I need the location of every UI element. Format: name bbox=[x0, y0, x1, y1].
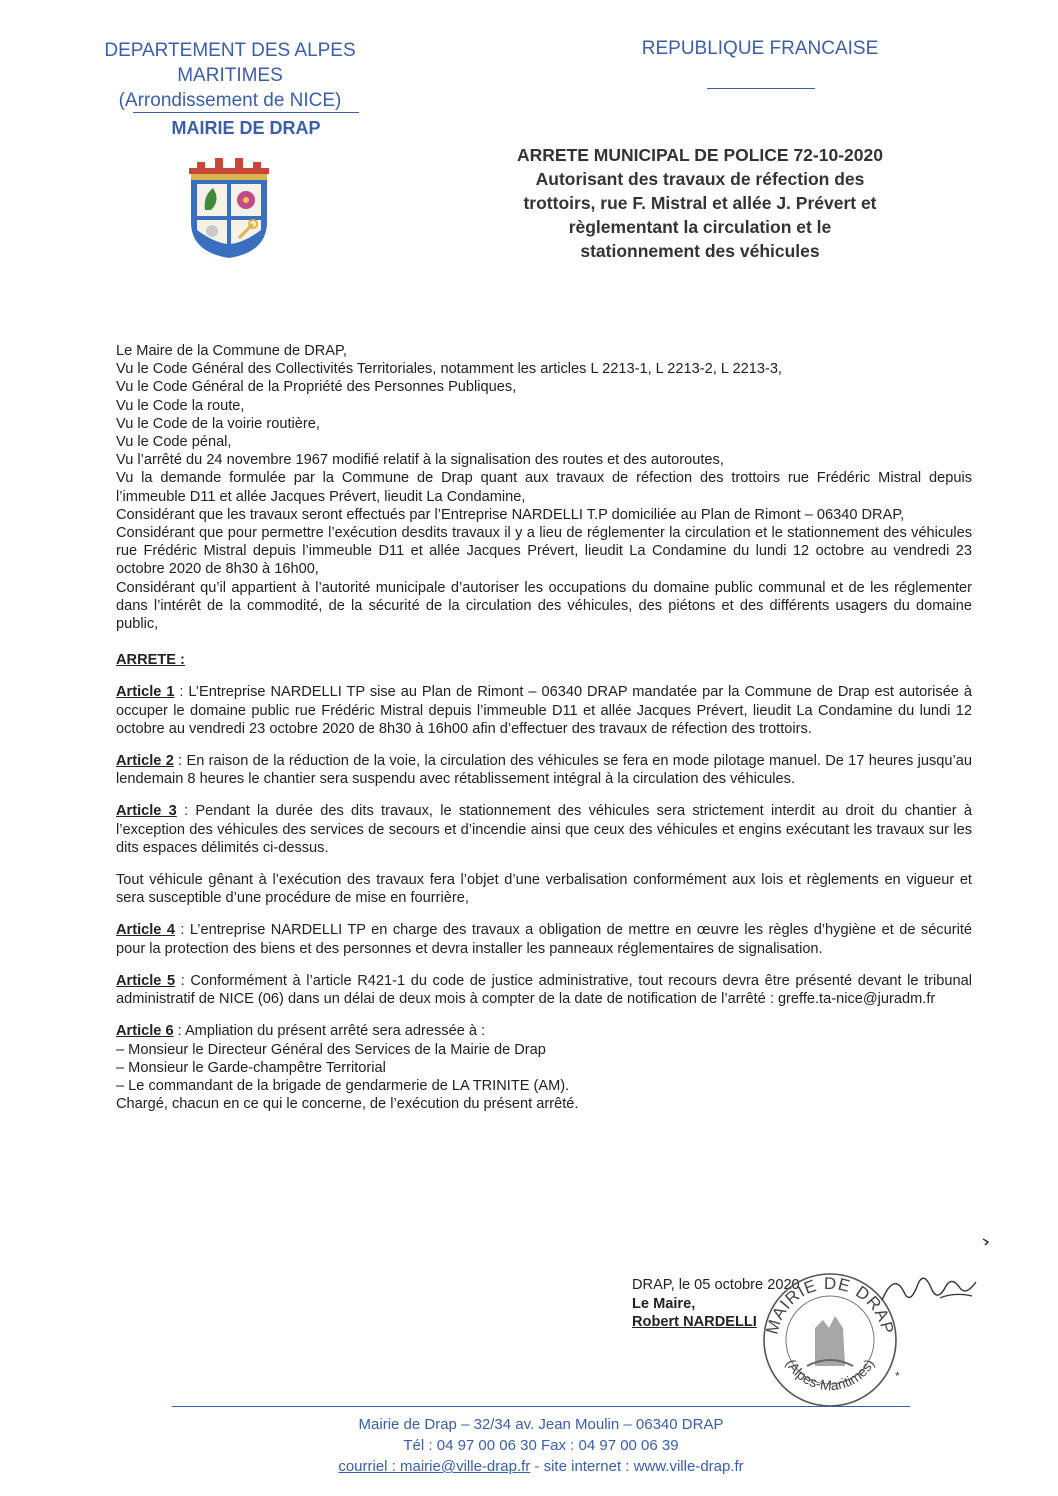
article-text: : Conformément à l’article R421-1 du code de justice administrative, tout recours devra être présenté devant le tribunal administratif de NICE (06) dans un délai de deux mois à compter de la date de notification de l’arrêté : greffe.ta-nice@juradm.fr bbox=[116, 972, 972, 1008]
article-4 bbox=[116, 921, 972, 957]
article-text: : Pendant la durée des dits travaux, le stationnement des véhicules sera strictement interdit au droit du chantier à l’exception des véhicules des services de secours et d’incendie ainsi que ceux des véhicules et engins exécutant les travaux sur les dits espaces délimités ci-dessus. bbox=[116, 803, 972, 856]
article-text: Tout véhicule gênant à l’exécution des travaux fera l’objet d’une verbalisation conformément aux lois et règlements en vigueur et sera susceptible d’une procédure de mise en fourrière, bbox=[116, 872, 972, 907]
arrondissement: (Arrondissement de NICE) bbox=[118, 90, 342, 111]
preamble-line: Vu le Code pénal, bbox=[116, 434, 232, 451]
preamble-line: Considérant que pour permettre l’exécution desdits travaux il y a lieu de réglementer la circulation et le stationnement des véhicules rue Frédéric Mistral depuis l’immeuble D11 et allée Jacques Prévert, lieudit La Condamine du lundi 12 octobre au vendredi 23 octobre 2020 de 8h30 à 16h00, bbox=[116, 525, 972, 578]
courriel-label: courriel : bbox=[338, 1458, 400, 1475]
article-6 bbox=[116, 1022, 972, 1040]
mairie-rule bbox=[133, 112, 359, 113]
article-2 bbox=[116, 752, 972, 788]
footer-contact bbox=[172, 1456, 910, 1477]
recipient-item: – Monsieur le Garde-champêtre Territorial bbox=[116, 1059, 386, 1076]
footer-rule bbox=[172, 1406, 910, 1407]
department-name: DEPARTEMENT DES ALPES MARITIMES bbox=[104, 40, 356, 86]
article-1 bbox=[116, 683, 972, 738]
recipient-item: – Le commandant de la brigade de gendarmerie de LA TRINITE (AM). bbox=[116, 1077, 570, 1094]
preamble-line: Considérant que les travaux seront effectués par l’Entreprise NARDELLI T.P domiciliée au Plan de Rimont – 06340 DRAP, bbox=[116, 506, 905, 523]
department-header bbox=[60, 38, 400, 113]
recipient-item: – Monsieur le Directeur Général des Services de la Mairie de Drap bbox=[116, 1041, 546, 1058]
article-label: Article 5 bbox=[116, 972, 176, 989]
article-text: : L’Entreprise NARDELLI TP sise au Plan de Rimont – 06340 DRAP mandatée par la Commune de Drap est autorisée à occuper le domaine public rue Frédéric Mistral depuis l’immeuble D11 et allée Jacques Prévert, lieudit La Condamine du lundi 12 octobre au vendredi 23 octobre 2020 de 8h30 à 16h00 afin d’effectuer des travaux de réfection des trottoirs. bbox=[116, 684, 972, 737]
handwritten-signature bbox=[880, 1262, 980, 1312]
article-label: Article 6 bbox=[116, 1023, 174, 1040]
mairie-name: MAIRIE DE DRAP bbox=[171, 118, 321, 138]
document-body bbox=[116, 342, 972, 1113]
preamble-line: Vu l’arrêté du 24 novembre 1967 modifié relatif à la signalisation des routes et des autoroutes, bbox=[116, 452, 724, 469]
preamble-line: Vu le Code la route, bbox=[116, 397, 245, 414]
article-3-continued bbox=[116, 871, 972, 907]
signatory-name: Robert NARDELLI bbox=[632, 1314, 757, 1330]
title-line-5: stationnement des véhicules bbox=[580, 241, 820, 261]
closing-line: Chargé, chacun en ce qui le concerne, de l’exécution du présent arrêté. bbox=[116, 1096, 579, 1113]
article-3 bbox=[116, 802, 972, 857]
preamble-line: Vu le Code Général des Collectivités Territoriales, notamment les articles L 2213-1, L 2213-2, L 2213-3, bbox=[116, 361, 782, 378]
footer-phone: Tél : 04 97 00 06 30 Fax : 04 97 00 06 39 bbox=[403, 1437, 679, 1454]
article-label: Article 1 bbox=[116, 684, 175, 701]
site-label: - site internet : bbox=[530, 1458, 634, 1475]
article-5 bbox=[116, 972, 972, 1008]
title-line-4: règlementant la circulation et le bbox=[568, 217, 832, 237]
article-label: Article 4 bbox=[116, 922, 175, 939]
arrete-heading: ARRETE : bbox=[116, 652, 185, 669]
signatory-role: Le Maire, bbox=[632, 1295, 696, 1312]
document-title bbox=[470, 143, 930, 263]
footer bbox=[172, 1414, 910, 1477]
email-link[interactable]: mairie@ville-drap.fr bbox=[400, 1458, 531, 1475]
republic-header: REPUBLIQUE FRANCAISE bbox=[641, 38, 879, 59]
republic-rule bbox=[707, 88, 815, 89]
article-label: Article 3 bbox=[116, 803, 177, 820]
title-line-1: ARRETE MUNICIPAL DE POLICE 72-10-2020 bbox=[517, 145, 883, 165]
pen-mark-icon bbox=[982, 1238, 990, 1246]
preamble-line: Vu la demande formulée par la Commune de Drap quant aux travaux de réfection des trottoirs rue Frédéric Mistral depuis l’immeuble D11 et allée Jacques Prévert, lieudit La Condamine, bbox=[116, 470, 972, 505]
preamble-line: Vu le Code de la voirie routière, bbox=[116, 415, 320, 432]
stamp-bottom-text: (Alpes-Maritimes) bbox=[782, 1356, 878, 1394]
website-link[interactable]: www.ville-drap.fr bbox=[633, 1458, 744, 1475]
article-text: : L’entreprise NARDELLI TP en charge des travaux a obligation de mettre en œuvre les règles d’hygiène et de sécurité pour la protection des biens et des personnes et devra installer les panneaux réglementaires de signalisation. bbox=[116, 922, 972, 957]
title-line-3: trottoirs, rue F. Mistral et allée J. Prévert et bbox=[523, 193, 877, 213]
stamp-emblem bbox=[815, 1316, 845, 1366]
preamble-line: Vu le Code Général de la Propriété des Personnes Publiques, bbox=[116, 379, 517, 396]
place-date: DRAP, le 05 octobre 2020 bbox=[632, 1277, 800, 1293]
footer-address: Mairie de Drap – 32/34 av. Jean Moulin – 06340 DRAP bbox=[358, 1416, 724, 1433]
article-text: : En raison de la réduction de la voie, la circulation des véhicules se fera en mode pilotage manuel. De 17 heures jusqu’au lendemain 8 heures le chantier sera suspendu avec rétablissement intégral à la circulation des véhicules. bbox=[116, 753, 972, 788]
article-label: Article 2 bbox=[116, 753, 174, 770]
coat-of-arms-icon bbox=[183, 152, 275, 260]
svg-text:*: * bbox=[895, 1369, 900, 1383]
article-text: : Ampliation du présent arrêté sera adressée à : bbox=[173, 1023, 486, 1040]
title-line-2: Autorisant des travaux de réfection des bbox=[535, 169, 865, 189]
stamp-top-text: MAIRIE DE DRAP bbox=[762, 1273, 898, 1337]
preamble-line: Le Maire de la Commune de DRAP, bbox=[116, 343, 347, 359]
preamble-line: Considérant qu’il appartient à l’autorité municipale d’autoriser les occupations du domaine public communal et de les réglementer dans l’intérêt de la commodité, de la sécurité de la circulation des véhicules, des piétons et des différents usagers du domaine public, bbox=[116, 579, 972, 633]
